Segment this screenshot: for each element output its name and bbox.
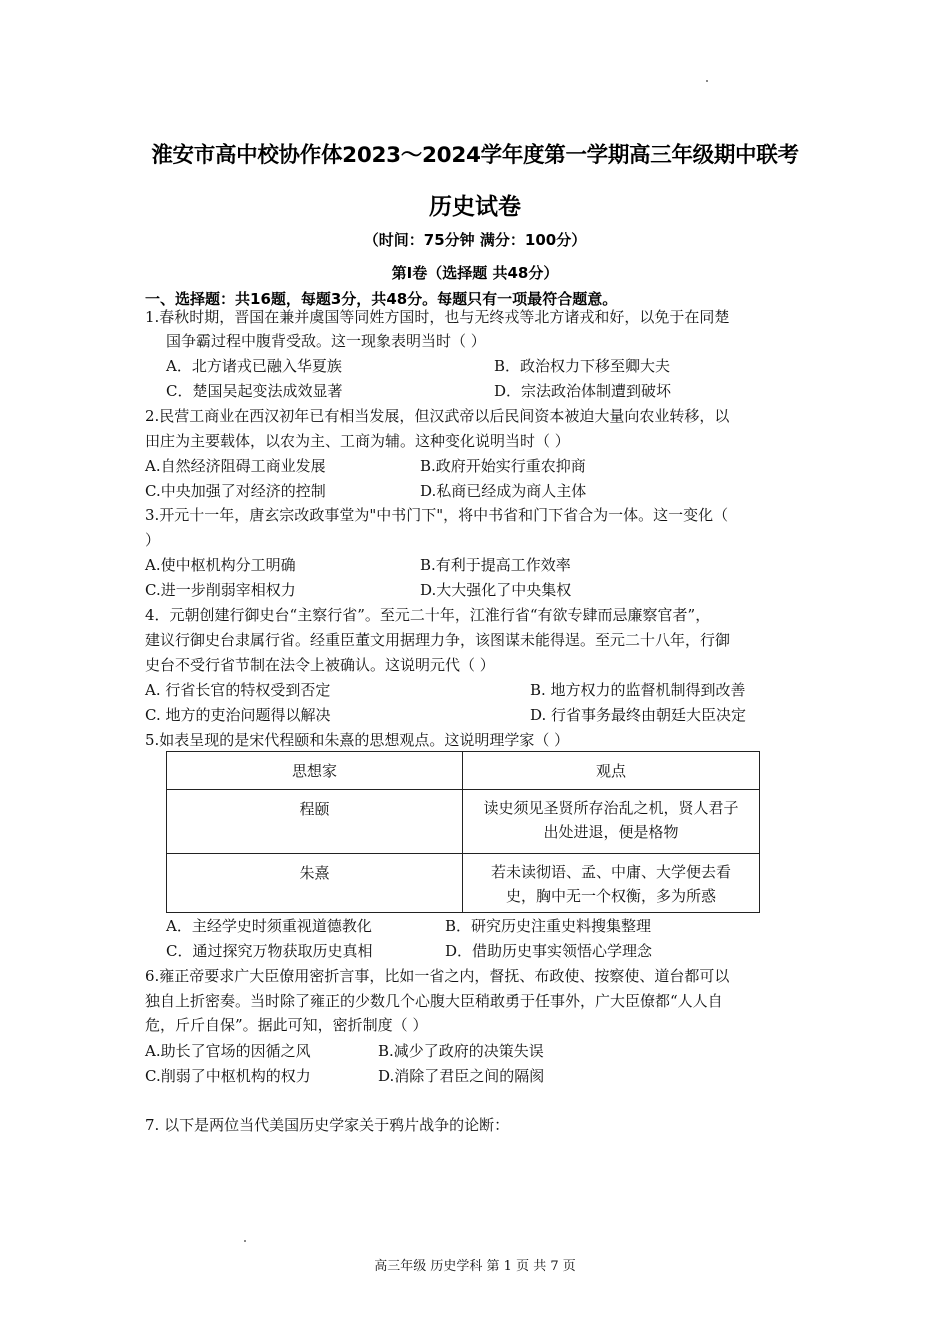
q6-line1: 6.雍正帝要求广大臣僚用密折言事，比如一省之内，督抚、布政使、按察使、道台都可以 — [145, 967, 730, 985]
table-cell-thinker: 朱熹 — [167, 854, 463, 913]
q5-option-d: D．借助历史事实领悟心学理念 — [445, 942, 653, 960]
q5-option-c: C．通过探究万物获取历史真相 — [166, 942, 373, 960]
table-header-thinker: 思想家 — [167, 752, 463, 790]
q3-option-b: B.有利于提高工作效率 — [420, 556, 571, 574]
q1-line1: 1.春秋时期，晋国在兼并虞国等同姓方国时，也与无终戎等北方诸戎和好，以免于在同楚 — [145, 308, 730, 326]
q1-option-b: B．政治权力下移至卿大夫 — [494, 357, 671, 375]
table-cell-view — [463, 854, 760, 913]
table-header-row — [167, 752, 760, 790]
part-heading: 第Ⅰ卷（选择题 共48分） — [391, 264, 559, 282]
table-cell-view — [463, 790, 760, 854]
q2-option-d: D.私商已经成为商人主体 — [420, 482, 587, 500]
q5-line1: 5.如表呈现的是宋代程颐和朱熹的思想观点。这说明理学家（ ） — [145, 731, 570, 749]
q6-option-c: C.削弱了中枢机构的权力 — [145, 1067, 311, 1085]
view-line: 若未读彻语、孟、中庸、大学便去看 — [490, 863, 731, 881]
page-footer: 高三年级 历史学科 第 1 页 共 7 页 — [374, 1259, 576, 1274]
q3-line2: ） — [145, 531, 161, 549]
view-line: 史，胸中无一个权衡，多为所惑 — [505, 887, 716, 905]
table-header-view: 观点 — [463, 752, 760, 790]
view-line: 读史须见圣贤所存治乱之机，贤人君子 — [483, 799, 739, 817]
q4-line2: 建议行御史台隶属行省。经重臣董文用据理力争，该图谋未能得逞。至元二十八年，行御 — [145, 631, 731, 649]
q7-line1: 7. 以下是两位当代美国历史学家关于鸦片战争的论断： — [145, 1116, 510, 1134]
q2-option-c: C.中央加强了对经济的控制 — [145, 482, 326, 500]
q2-line2: 田庄为主要载体，以农为主、工商为辅。这种变化说明当时（ ） — [145, 432, 570, 450]
q4-option-d: D. 行省事务最终由朝廷大臣决定 — [530, 706, 747, 724]
table-cell-thinker: 程颐 — [167, 790, 463, 854]
q6-option-d: D.消除了君臣之间的隔阂 — [378, 1067, 545, 1085]
q4-line3: 史台不受行省节制在法令上被确认。这说明元代（ ） — [145, 656, 495, 674]
q1-option-c: C．楚国吴起变法成效显著 — [166, 382, 343, 400]
q4-line1: 4．元朝创建行御史台“主察行省”。至元二十年，江淮行省“有欲专肆而忌廉察官者”， — [145, 606, 711, 624]
q1-option-a: A．北方诸戎已融入华夏族 — [166, 357, 342, 375]
q2-option-a: A.自然经济阻碍工商业发展 — [145, 457, 326, 475]
q6-option-a: A.助长了官场的因循之风 — [145, 1042, 311, 1060]
q3-option-d: D.大大强化了中央集权 — [420, 581, 572, 599]
thinkers-table — [166, 751, 760, 913]
view-line: 出处进退，便是格物 — [543, 823, 679, 841]
q3-option-c: C.进一步削弱宰相权力 — [145, 581, 296, 599]
q5-option-a: A．主经学史时须重视道德教化 — [166, 917, 372, 935]
exam-subject: 历史试卷 — [429, 194, 521, 220]
table-row — [167, 854, 760, 913]
q3-option-a: A.使中枢机构分工明确 — [145, 556, 296, 574]
q1-option-d: D．宗法政治体制遭到破坏 — [494, 382, 672, 400]
q5-option-b: B．研究历史注重史料搜集整理 — [445, 917, 652, 935]
exam-title: 淮安市高中校协作体2023～2024学年度第一学期高三年级期中联考 — [151, 143, 799, 168]
q4-option-c: C. 地方的吏治问题得以解决 — [145, 706, 331, 724]
q4-option-a: A. 行省长官的特权受到否定 — [145, 681, 331, 699]
scan-dot — [706, 80, 708, 82]
q1-line2: 国争霸过程中腹背受敌。这一现象表明当时（ ） — [166, 332, 486, 350]
q6-line2: 独自上折密奏。当时除了雍正的少数几个心腹大臣稍敢勇于任事外，广大臣僚都“人人自 — [145, 992, 723, 1010]
q6-line3: 危，斤斤自保”。据此可知，密折制度（ ） — [145, 1016, 428, 1034]
q2-option-b: B.政府开始实行重农抑商 — [420, 457, 586, 475]
q6-option-b: B.减少了政府的决策失误 — [378, 1042, 544, 1060]
q2-line1: 2.民营工商业在西汉初年已有相当发展，但汉武帝以后民间资本被迫大量向农业转移，以 — [145, 407, 730, 425]
scan-dot — [244, 1240, 246, 1242]
table-row — [167, 790, 760, 854]
q4-option-b: B. 地方权力的监督机制得到改善 — [530, 681, 746, 699]
section-heading: 一、选择题：共16题，每题3分，共48分。每题只有一项最符合题意。 — [145, 290, 618, 308]
exam-info: （时间：75分钟 满分：100分） — [363, 231, 587, 249]
q3-line1: 3.开元十一年，唐玄宗改政事堂为"中书门下"，将中书省和门下省合为一体。这一变化（ — [145, 506, 729, 524]
